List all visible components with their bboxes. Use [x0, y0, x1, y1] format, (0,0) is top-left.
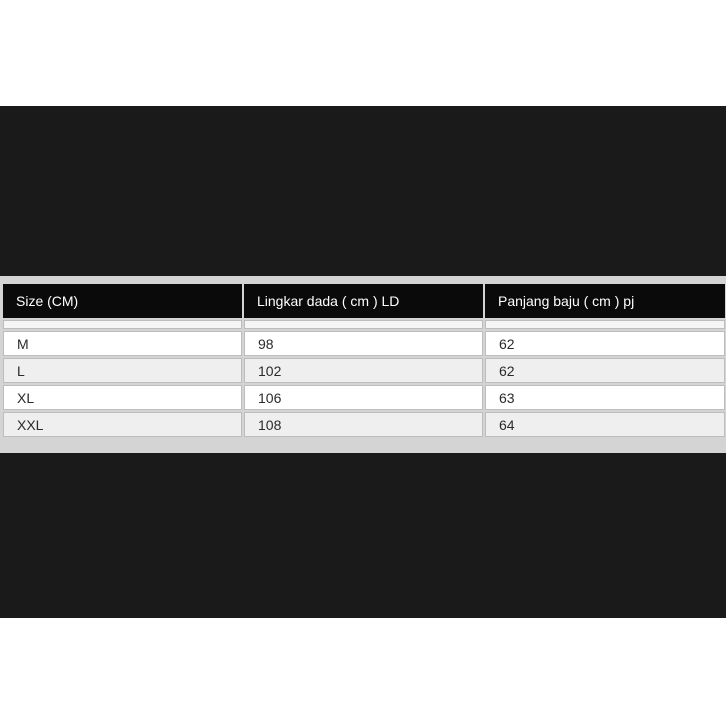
table-row — [3, 331, 725, 356]
spacer-cell — [3, 320, 242, 329]
size-table — [1, 282, 726, 439]
header-size: Size (CM) — [3, 284, 242, 318]
cell-size: XL — [3, 385, 242, 410]
cell-length: 62 — [485, 331, 725, 356]
cell-length: 63 — [485, 385, 725, 410]
cell-chest: 106 — [244, 385, 483, 410]
cell-chest: 102 — [244, 358, 483, 383]
header-shirt-length: Panjang baju ( cm ) pj — [485, 284, 725, 318]
cell-length: 62 — [485, 358, 725, 383]
cell-chest: 98 — [244, 331, 483, 356]
table-row — [3, 358, 725, 383]
size-table-container — [0, 276, 726, 453]
table-row — [3, 412, 725, 437]
table-spacer-row — [3, 320, 725, 329]
spacer-cell — [485, 320, 725, 329]
spacer-cell — [244, 320, 483, 329]
cell-length: 64 — [485, 412, 725, 437]
table-header-row — [3, 284, 725, 318]
cell-size: L — [3, 358, 242, 383]
cell-size: XXL — [3, 412, 242, 437]
table-row — [3, 385, 725, 410]
header-chest-circumference: Lingkar dada ( cm ) LD — [244, 284, 483, 318]
cell-size: M — [3, 331, 242, 356]
cell-chest: 108 — [244, 412, 483, 437]
